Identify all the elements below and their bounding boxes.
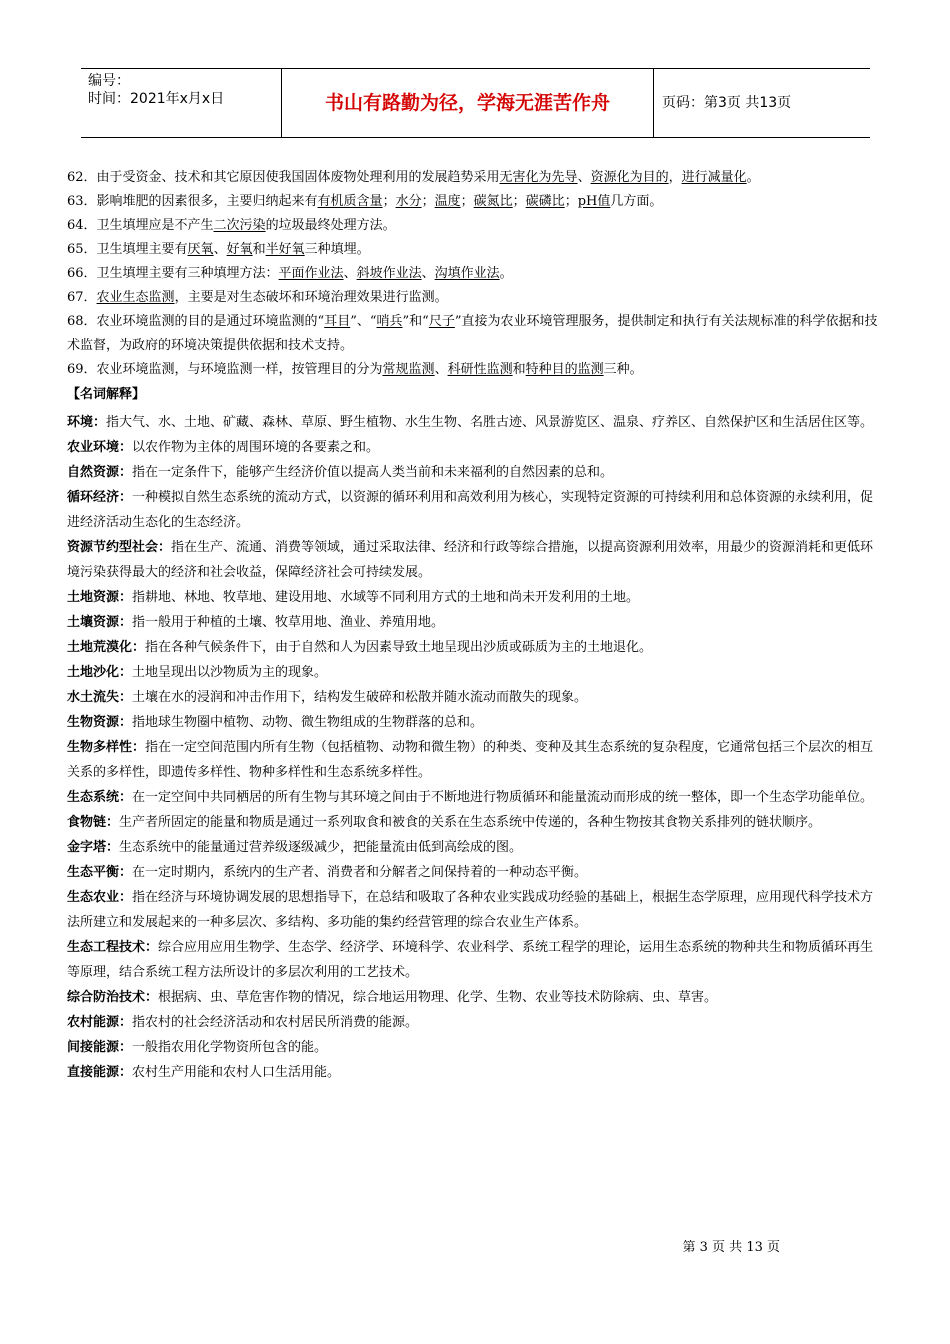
question-text: 66．卫生填埋主要有三种填埋方法：	[67, 266, 279, 281]
definition-item	[67, 835, 883, 860]
definition-text: 指在生产、流通、消费等领域，通过采取法律、经济和行政等综合措施，以提高资源利用效率，用最少的资源消耗和更低环境污染获得最大的经济和社会收益，保障经济社会可持续发展。	[67, 540, 874, 580]
definition-item	[67, 860, 883, 885]
definition-term: 农村能源：	[67, 1015, 133, 1030]
definition-item	[67, 1060, 883, 1085]
answer-blank: 碳氮比	[473, 194, 513, 209]
definition-term: 生态平衡：	[67, 865, 133, 880]
definition-term: 食物链：	[67, 815, 120, 830]
question-text: 、	[434, 362, 448, 377]
definition-item	[67, 535, 883, 585]
question-text: 。	[499, 266, 513, 281]
answer-blank: 有机质含量	[317, 194, 383, 209]
answer-blank: 沟填作业法	[434, 266, 500, 281]
definition-list	[67, 410, 883, 1085]
definition-item	[67, 710, 883, 735]
question-text: ”、“	[350, 314, 377, 329]
answer-blank: 温度	[434, 194, 461, 209]
question-text: 三种填埋。	[304, 242, 370, 257]
question-text: 、	[213, 242, 227, 257]
question-text: 和	[252, 242, 266, 257]
definition-text: 指耕地、林地、牧草地、建设用地、水域等不同利用方式的土地和尚未开发利用的土地。	[132, 590, 640, 605]
definition-item	[67, 810, 883, 835]
question-text: 67．	[67, 290, 97, 305]
definition-term: 土地资源：	[67, 590, 133, 605]
definition-text: 生态系统中的能量通过营养级逐级减少，把能量流由低到高绘成的图。	[119, 840, 523, 855]
definition-text: 在一定空间中共同栖居的所有生物与其环境之间由于不断地进行物质循环和能量流动而形成的统一整体，即一个生态学功能单位。	[132, 790, 874, 805]
definition-term: 生态工程技术：	[67, 940, 159, 955]
fill-item	[67, 310, 883, 358]
definition-text: 指地球生物圈中植物、动物、微生物组成的生物群落的总和。	[132, 715, 484, 730]
answer-blank: 无害化为先导	[499, 170, 578, 185]
answer-blank: 半好氧	[265, 242, 305, 257]
definition-item	[67, 660, 883, 685]
question-text: 62．由于受资金、技术和其它原因使我国固体废物处理利用的发展趋势采用	[67, 170, 500, 185]
definition-term: 直接能源：	[67, 1065, 133, 1080]
definition-item	[67, 685, 883, 710]
question-text: 和	[512, 362, 526, 377]
definition-term: 循环经济：	[67, 490, 133, 505]
question-text: ，主要是对生态破坏和环境治理效果进行监测。	[174, 290, 448, 305]
answer-blank: 农业生态监测	[96, 290, 175, 305]
definition-item	[67, 635, 883, 660]
fill-item	[67, 262, 883, 286]
page-footer: 第 3 页 共 13 页	[682, 1240, 780, 1255]
fill-item	[67, 358, 883, 382]
definition-term: 生态农业：	[67, 890, 133, 905]
definition-item	[67, 410, 883, 435]
definition-text: 指在一定条件下，能够产生经济价值以提高人类当前和未来福利的自然因素的总和。	[132, 465, 614, 480]
definition-text: 土地呈现出以沙物质为主的现象。	[132, 665, 328, 680]
definition-text: 根据病、虫、草危害作物的情况，综合地运用物理、化学、生物、农业等技术防除病、虫、草害。	[158, 990, 718, 1005]
fill-item	[67, 214, 883, 238]
answer-blank: 水分	[395, 194, 422, 209]
definition-term: 水土流失：	[67, 690, 133, 705]
question-text: 68．农业环境监测的目的是通过环境监测的“	[67, 314, 325, 329]
code-label: 编号：	[88, 73, 130, 89]
definition-text: 综合应用应用生物学、生态学、经济学、环境科学、农业科学、系统工程学的理论，运用生态系统的物种共生和物质循环再生等原理，结合系统工程方法所设计的多层次利用的工艺技术。	[67, 940, 874, 980]
definition-item	[67, 785, 883, 810]
definition-term: 间接能源：	[67, 1040, 133, 1055]
fill-item	[67, 238, 883, 262]
question-text: ；	[421, 194, 435, 209]
answer-blank: 特种目的监测	[525, 362, 604, 377]
definition-item	[67, 610, 883, 635]
definition-item	[67, 585, 883, 610]
question-text: 的垃圾最终处理方法。	[265, 218, 396, 233]
motto: 书山有路勤为径，学海无涯苦作舟	[282, 69, 654, 137]
definition-item	[67, 1010, 883, 1035]
header-info	[81, 69, 282, 137]
answer-blank: 二次污染	[213, 218, 266, 233]
answer-blank: pH值	[577, 194, 611, 209]
definition-term: 环境：	[67, 415, 107, 430]
definition-item	[67, 435, 883, 460]
time-label: 时间：2021年x月x日	[88, 91, 225, 107]
definition-term: 农业环境：	[67, 440, 133, 455]
definition-text: 指在各种气候条件下，由于自然和人为因素导致土地呈现出沙质或砾质为主的土地退化。	[145, 640, 653, 655]
answer-blank: 尺子	[428, 314, 455, 329]
definition-item	[67, 885, 883, 935]
question-text: ；	[564, 194, 578, 209]
definition-text: 生产者所固定的能量和物质是通过一系列取食和被食的关系在生态系统中传递的，各种生物按其食物关系排列的链状顺序。	[119, 815, 822, 830]
question-text: ；	[382, 194, 396, 209]
answer-blank: 碳磷比	[525, 194, 565, 209]
question-text: 几方面。	[610, 194, 663, 209]
answer-blank: 斜坡作业法	[356, 266, 422, 281]
definition-term: 金字塔：	[67, 840, 120, 855]
question-text: ”直接为农业环境管理服务，提供制定和执行有关法规标准的科学依据和技术监督，为政府的环境决策提供依据和技术支持。	[67, 314, 878, 353]
section-title: 【名词解释】	[67, 387, 146, 402]
definition-term: 综合防治技术：	[67, 990, 159, 1005]
definition-item	[67, 485, 883, 535]
definition-term: 自然资源：	[67, 465, 133, 480]
fill-in-list	[67, 166, 883, 382]
definition-term: 土地沙化：	[67, 665, 133, 680]
definition-text: 以农作物为主体的周围环境的各要素之和。	[132, 440, 380, 455]
question-text: 69．农业环境监测，与环境监测一样，按管理目的分为	[67, 362, 383, 377]
answer-blank: 常规监测	[382, 362, 435, 377]
question-text: 63．影响堆肥的因素很多，主要归纳起来有	[67, 194, 318, 209]
definition-text: 土壤在水的浸润和冲击作用下，结构发生破碎和松散并随水流动而散失的现象。	[132, 690, 588, 705]
question-text: ；	[460, 194, 474, 209]
definition-text: 指在经济与环境协调发展的思想指导下，在总结和吸取了各种农业实践成功经验的基础上，根据生态学原理，应用现代科学技术方法所建立和发展起来的一种多层次、多结构、多功能的集约经营管理的综合农业生产体系。	[67, 890, 874, 930]
question-text: ；	[512, 194, 526, 209]
definition-item	[67, 1035, 883, 1060]
question-text: 、	[577, 170, 591, 185]
answer-blank: 哨兵	[376, 314, 403, 329]
question-text: 64．卫生填埋应是不产生	[67, 218, 214, 233]
question-text: 。	[746, 170, 760, 185]
question-text: 三种。	[603, 362, 643, 377]
fill-item	[67, 286, 883, 310]
question-text: ，	[668, 170, 682, 185]
answer-blank: 好氧	[226, 242, 253, 257]
fill-item	[67, 166, 883, 190]
answer-blank: 科研性监测	[447, 362, 513, 377]
definition-item	[67, 985, 883, 1010]
definition-text: 一种模拟自然生态系统的流动方式，以资源的循环利用和高效利用为核心，实现特定资源的可持续利用和总体资源的永续利用，促进经济活动生态化的生态经济。	[67, 490, 874, 530]
answer-blank: 厌氧	[187, 242, 214, 257]
definition-item	[67, 460, 883, 485]
answer-blank: 耳目	[324, 314, 351, 329]
definition-text: 指大气、水、土地、矿藏、森林、草原、野生植物、水生生物、名胜古迹、风景游览区、温泉、疗养区、自然保护区和生活居住区等。	[106, 415, 874, 430]
question-text: 65．卫生填埋主要有	[67, 242, 188, 257]
definition-text: 农村生产用能和农村人口生活用能。	[132, 1065, 341, 1080]
page-header	[81, 68, 870, 138]
definition-term: 土壤资源：	[67, 615, 133, 630]
answer-blank: 资源化为目的	[590, 170, 669, 185]
definition-term: 生物多样性：	[67, 740, 146, 755]
answer-blank: 平面作业法	[278, 266, 344, 281]
definition-term: 资源节约型社会：	[67, 540, 172, 555]
definition-item	[67, 935, 883, 985]
definition-text: 指一般用于种植的土壤、牧草用地、渔业、养殖用地。	[132, 615, 445, 630]
definition-term: 生态系统：	[67, 790, 133, 805]
page-label: 页码：第3页 共13页	[662, 95, 792, 111]
answer-blank: 进行减量化	[681, 170, 747, 185]
definition-term: 土地荒漠化：	[67, 640, 146, 655]
question-text: 、	[421, 266, 435, 281]
definition-item	[67, 735, 883, 785]
question-text: 、	[343, 266, 357, 281]
definition-text: 一般指农用化学物资所包含的能。	[132, 1040, 328, 1055]
definition-text: 在一定时期内，系统内的生产者、消费者和分解者之间保持着的一种动态平衡。	[132, 865, 588, 880]
definition-text: 指在一定空间范围内所有生物（包括植物、动物和微生物）的种类、变种及其生态系统的复杂程度，它通常包括三个层次的相互关系的多样性，即遗传多样性、物种多样性和生态系统多样性。	[67, 740, 874, 780]
question-text: ”和“	[402, 314, 429, 329]
document-body	[67, 166, 883, 1085]
definition-term: 生物资源：	[67, 715, 133, 730]
definition-text: 指农村的社会经济活动和农村居民所消费的能源。	[132, 1015, 419, 1030]
fill-item	[67, 190, 883, 214]
